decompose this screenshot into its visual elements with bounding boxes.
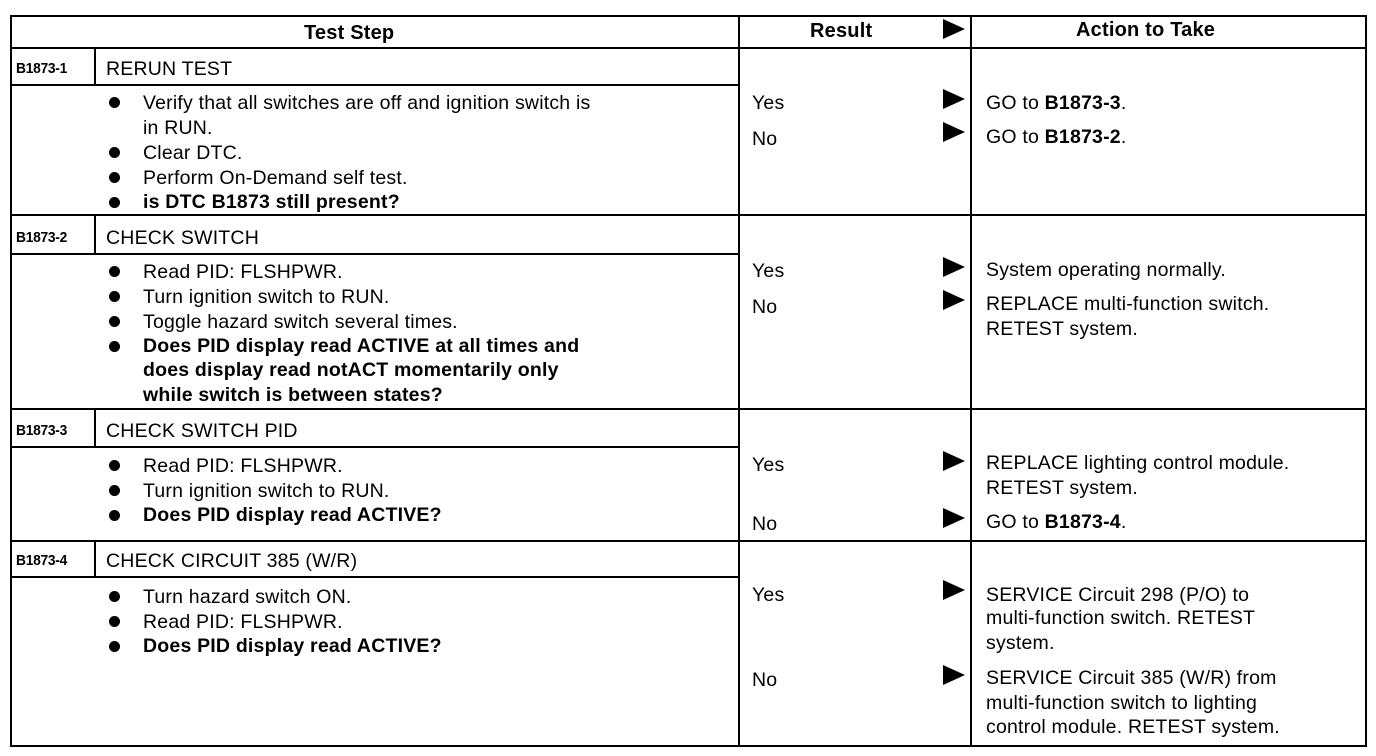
- step-bullet-text: Verify that all switches are off and ignition switch is: [143, 92, 591, 114]
- action-text: SERVICE Circuit 298 (P/O) to: [986, 584, 1250, 606]
- step-bullet-text: in RUN.: [143, 117, 213, 139]
- step-bullet-text: Toggle hazard switch several times.: [143, 311, 458, 333]
- step-question: Does PID display read ACTIVE?: [143, 635, 442, 657]
- action-text: RETEST system.: [986, 318, 1138, 340]
- result-label: No: [752, 513, 778, 535]
- bullet-icon: [109, 460, 120, 471]
- step-title: CHECK SWITCH: [106, 227, 259, 249]
- result-label: No: [752, 128, 778, 150]
- action-text: REPLACE lighting control module.: [986, 452, 1290, 474]
- result-label: Yes: [752, 260, 785, 282]
- action-text: System operating normally.: [986, 259, 1227, 281]
- step-title: CHECK SWITCH PID: [106, 420, 298, 442]
- step-title-underline: [10, 446, 740, 448]
- bullet-icon: [109, 172, 120, 183]
- table-left-border: [10, 15, 12, 747]
- step-bullet-text: Turn ignition switch to RUN.: [143, 480, 390, 502]
- bullet-icon: [109, 316, 120, 327]
- result-label: Yes: [752, 92, 785, 114]
- result-label: Yes: [752, 584, 785, 606]
- action-text: multi-function switch. RETEST: [986, 607, 1256, 629]
- step-title-underline: [10, 84, 740, 86]
- step-question: Does PID display read ACTIVE at all times and: [143, 335, 580, 357]
- action-text: control module. RETEST system.: [986, 716, 1280, 738]
- step-bullet-text: Clear DTC.: [143, 142, 243, 164]
- code-cell-divider: [94, 49, 96, 85]
- step-separator: [10, 214, 1367, 216]
- step-bullet-text: Turn ignition switch to RUN.: [143, 286, 390, 308]
- arrow-right-icon: [943, 508, 965, 528]
- bullet-icon: [109, 291, 120, 302]
- bullet-icon: [109, 510, 120, 521]
- bullet-icon: [109, 147, 120, 158]
- step-question: Does PID display read ACTIVE?: [143, 504, 442, 526]
- result-column-divider: [738, 15, 740, 747]
- arrow-right-icon: [943, 290, 965, 310]
- code-cell-divider: [94, 542, 96, 577]
- step-bullet-text: Turn hazard switch ON.: [143, 586, 352, 608]
- action-column-divider: [970, 15, 972, 747]
- action-text: system.: [986, 632, 1055, 654]
- step-code: B1873-1: [16, 60, 68, 77]
- arrow-right-icon: [943, 89, 965, 109]
- step-question: does display read notACT momentarily only: [143, 359, 559, 381]
- step-separator: [10, 540, 1367, 542]
- step-separator: [10, 408, 1367, 410]
- step-bullet-text: Read PID: FLSHPWR.: [143, 611, 343, 633]
- arrow-right-icon: [943, 19, 965, 39]
- arrow-right-icon: [943, 257, 965, 277]
- bullet-icon: [109, 485, 120, 496]
- result-label: No: [752, 669, 778, 691]
- step-title-underline: [10, 576, 740, 578]
- arrow-right-icon: [943, 122, 965, 142]
- bullet-icon: [109, 341, 120, 352]
- header-bottom-border: [10, 47, 1367, 49]
- step-bullet-text: Perform On-Demand self test.: [143, 167, 408, 189]
- header-action: Action to Take: [1076, 19, 1216, 41]
- arrow-right-icon: [943, 451, 965, 471]
- step-question: while switch is between states?: [143, 384, 443, 406]
- table-right-border: [1365, 15, 1367, 747]
- step-title: RERUN TEST: [106, 58, 233, 80]
- bullet-icon: [109, 266, 120, 277]
- bullet-icon: [109, 641, 120, 652]
- code-cell-divider: [94, 410, 96, 447]
- step-bullet-text: Read PID: FLSHPWR.: [143, 261, 343, 283]
- step-title-underline: [10, 253, 740, 255]
- bullet-icon: [109, 616, 120, 627]
- step-title: CHECK CIRCUIT 385 (W/R): [106, 550, 358, 572]
- action-text: GO to B1873-2.: [986, 126, 1127, 148]
- step-question: is DTC B1873 still present?: [143, 191, 400, 213]
- table-bottom-border: [10, 745, 1367, 747]
- result-label: Yes: [752, 454, 785, 476]
- arrow-right-icon: [943, 665, 965, 685]
- step-code: B1873-4: [16, 552, 68, 569]
- arrow-right-icon: [943, 580, 965, 600]
- bullet-icon: [109, 591, 120, 602]
- action-text: GO to B1873-4.: [986, 511, 1127, 533]
- step-code: B1873-3: [16, 422, 68, 439]
- step-bullet-text: Read PID: FLSHPWR.: [143, 455, 343, 477]
- action-text: SERVICE Circuit 385 (W/R) from: [986, 667, 1277, 689]
- action-text: multi-function switch to lighting: [986, 692, 1258, 714]
- action-text: GO to B1873-3.: [986, 92, 1127, 114]
- action-text: RETEST system.: [986, 477, 1138, 499]
- bullet-icon: [109, 197, 120, 208]
- action-text: REPLACE multi-function switch.: [986, 293, 1270, 315]
- header-result: Result: [810, 20, 873, 42]
- result-label: No: [752, 296, 778, 318]
- table-top-border: [10, 15, 1367, 17]
- header-test-step: Test Step: [304, 22, 395, 44]
- bullet-icon: [109, 97, 120, 108]
- code-cell-divider: [94, 216, 96, 254]
- step-code: B1873-2: [16, 229, 68, 246]
